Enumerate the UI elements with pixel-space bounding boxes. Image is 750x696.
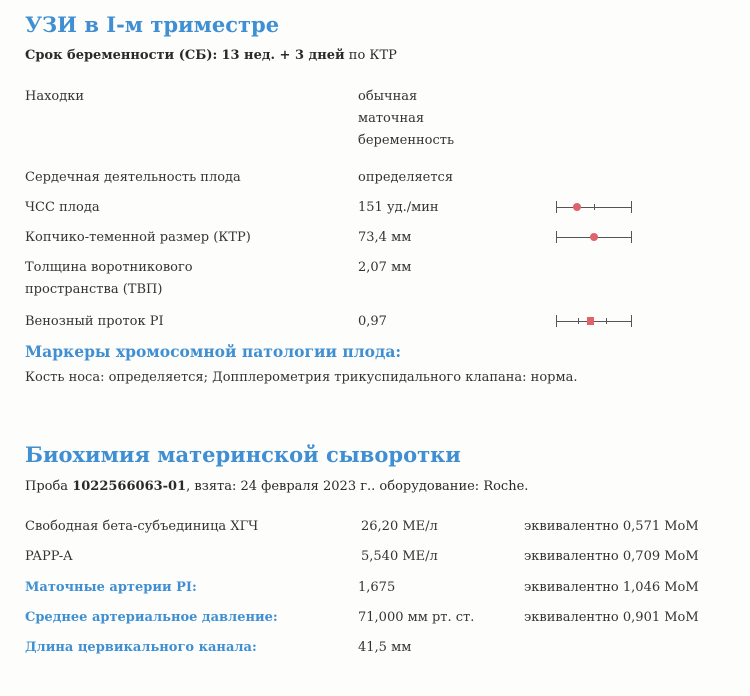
bio-row-hcg-mom: эквивалентно 0,571 MoM [524, 519, 699, 534]
bio-row-map-value: 71,000 мм рт. ст. [358, 610, 475, 625]
bio-row-pappa-label: PAPP-A [25, 549, 73, 564]
gestation-term-value: 13 нед. + 3 дней [221, 48, 345, 63]
row-heart-rate-value: 151 уд./мин [358, 200, 439, 215]
ductus-marker [587, 317, 594, 325]
markers-title: Маркеры хромосомной патологии плода: [25, 342, 402, 361]
bio-row-cervix-value: 41,5 мм [358, 640, 412, 655]
heart-rate-range-indicator [556, 201, 632, 213]
row-heart-activity-label: Сердечная деятельность плода [25, 170, 241, 185]
crl-range-indicator [556, 231, 632, 243]
bio-row-pappa-mom: эквивалентно 0,709 MoM [524, 549, 699, 564]
row-findings-value: обычная маточная беременность [358, 89, 455, 148]
bio-row-uterine-value: 1,675 [358, 580, 396, 595]
heart-rate-marker [573, 203, 581, 211]
bio-row-map-label: Среднее артериальное давление: [25, 610, 278, 625]
row-nt-value: 2,07 мм [358, 260, 412, 275]
row-crl-label: Копчико-теменной размер (КТР) [25, 230, 251, 245]
row-crl-value: 73,4 мм [358, 230, 412, 245]
section-title-biochemistry: Биохимия материнской сыворотки [25, 442, 461, 467]
row-nt-label: Толщина воротникового пространства (ТВП) [25, 260, 193, 297]
row-heart-rate-label: ЧСС плода [25, 200, 100, 215]
row-findings-label: Находки [25, 89, 85, 104]
bio-row-uterine-mom: эквивалентно 1,046 MoM [524, 580, 699, 595]
bio-row-hcg-value: 26,20 МЕ/л [361, 519, 438, 534]
row-heart-activity-value: определяется [358, 170, 454, 185]
gestation-term-suffix: по КТР [348, 48, 397, 63]
gestation-term-label: Срок беременности (СБ): [25, 48, 218, 63]
sample-info: Проба 1022566063-01, взята: 24 февраля 2023 г.. оборудование: Roche. [25, 479, 529, 494]
bio-row-hcg-label: Свободная бета-субъединица ХГЧ [25, 519, 259, 534]
ductus-range-indicator [556, 315, 632, 327]
row-ductus-label: Венозный проток PI [25, 314, 164, 329]
bio-row-uterine-label: Маточные артерии PI: [25, 580, 197, 595]
section-title-ultrasound: УЗИ в I-м триместре [25, 12, 280, 37]
row-ductus-value: 0,97 [358, 314, 387, 329]
gestation-term [25, 48, 397, 63]
bio-row-map-mom: эквивалентно 0,901 MoM [524, 610, 699, 625]
crl-marker [590, 233, 598, 241]
bio-row-cervix-label: Длина цервикального канала: [25, 640, 257, 655]
markers-text: Кость носа: определяется; Допплерометрия трикуспидального клапана: норма. [25, 370, 578, 385]
bio-row-pappa-value: 5,540 МЕ/л [361, 549, 438, 564]
sample-id: 1022566063-01 [72, 479, 187, 494]
